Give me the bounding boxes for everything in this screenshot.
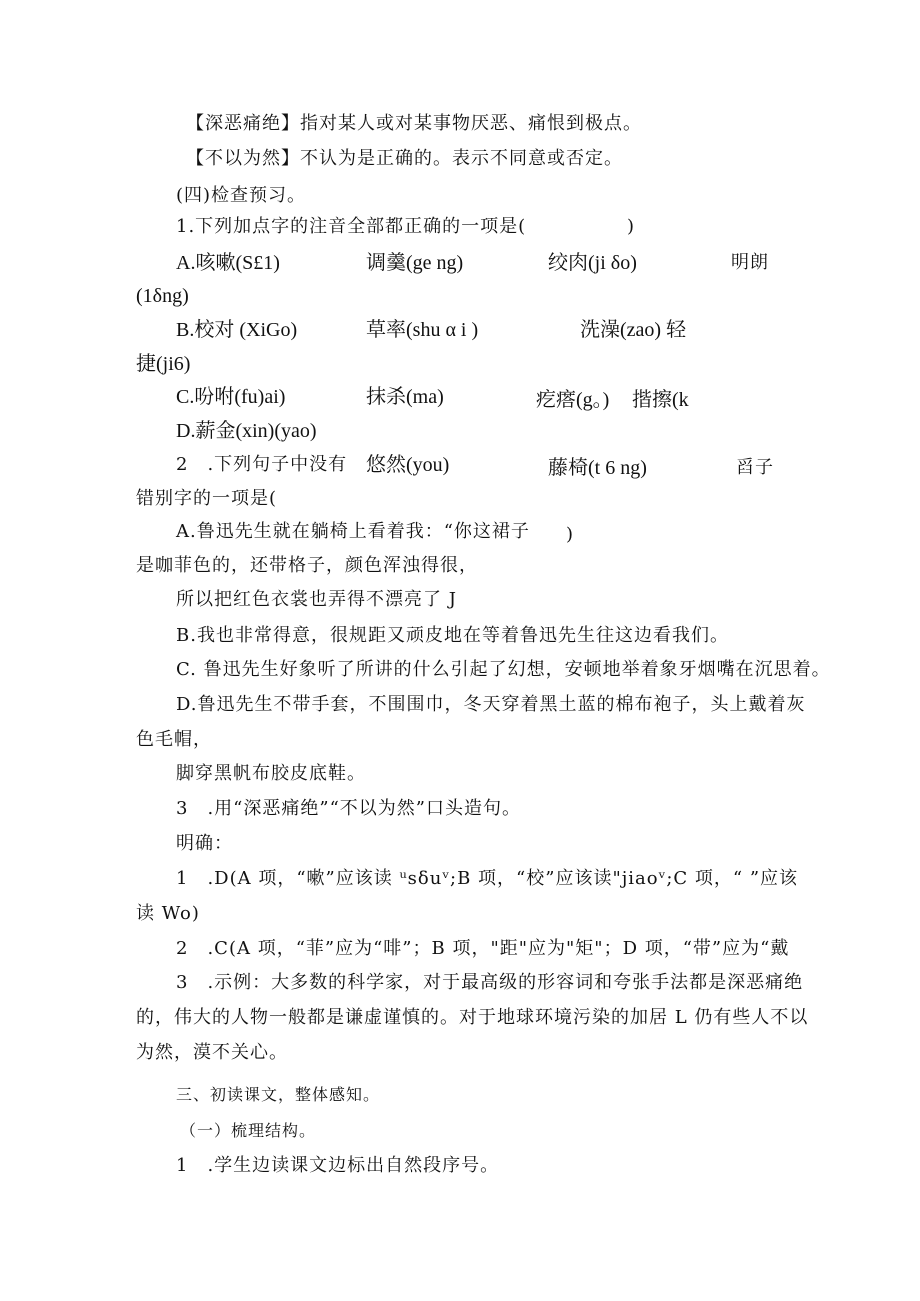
q2-extra-2: 藤椅(t 6 ng)	[548, 457, 647, 479]
q1-option-c-2: 抹杀(ma)	[366, 386, 444, 408]
q2-option-d-3: 脚穿黑帆布胶皮底鞋。	[176, 763, 366, 784]
q1-option-c-4: 揩擦(k	[632, 389, 689, 411]
q2-lead: 2 .下列句子中没有	[176, 454, 348, 475]
q2-option-a-2: 是咖菲色的，还带格子，颜色浑浊得很，	[136, 555, 478, 576]
q2-option-a-3: 所以把红色衣裳也弄得不漂亮了 J	[176, 589, 457, 610]
answer-1-line-1: 1 .D(A 项，“嗽”应该读 ᵘsδuᵛ;B 项，“校”应该读"jiaoᵛ;C 项，“ ”应该	[176, 868, 799, 889]
q1-option-b-1: B.校对 (XiGo)	[176, 319, 298, 341]
q1-option-a-3: 绞肉(ji δo)	[548, 252, 637, 274]
answer-3-line-3: 为然，漠不关心。	[136, 1042, 288, 1063]
q2-stem-cont: 错别字的一项是(	[136, 488, 278, 509]
q2-close-paren: )	[566, 524, 575, 545]
q1-option-b-3: 洗澡(zao) 轻	[580, 319, 687, 341]
q2-option-b: B.我也非常得意，很规距又顽皮地在等着鲁迅先生往这边看我们。	[176, 625, 729, 646]
q2-option-a-1: A.鲁迅先生就在躺椅上看着我：“你这裙子	[176, 521, 530, 542]
part3-item-1: 1 .学生边读课文边标出自然段序号。	[176, 1155, 500, 1176]
q1-option-a-4: 明朗	[731, 252, 769, 273]
q1-option-a-2: 调羹(ge ng)	[366, 252, 464, 274]
q1-option-a-1: A.咳嗽(S£1)	[176, 252, 280, 274]
q1-option-b-4: 捷(ji6)	[136, 353, 191, 375]
definition-buyiweiran: 【不以为然】不认为是正确的。表示不同意或否定。	[186, 148, 623, 169]
q1-option-a-5: (1δng)	[136, 285, 189, 307]
q1-option-c-3: 疙瘩(g。)	[536, 389, 610, 411]
part3-heading: 三、初读课文，整体感知。	[176, 1085, 381, 1104]
q1-close-paren: )	[627, 216, 636, 237]
q2-option-d-1: D.鲁迅先生不带手套，不围围巾，冬天穿着黑土蓝的棉布袍子，头上戴着灰	[176, 694, 806, 715]
answer-1-line-2: 读 Wo)	[136, 903, 200, 924]
answer-3-line-2: 的，伟大的人物一般都是谦虚谨慎的。对于地球环境污染的加居 L 仍有些人不以	[136, 1007, 809, 1028]
section-check-preview: (四)检查预习。	[176, 185, 307, 206]
part3-subheading: （一）梳理结构。	[180, 1121, 317, 1140]
answer-2: 2 .C(A 项，“菲”应为“啡”；B 项，"距"应为"矩"；D 项，“带”应为“戴	[176, 938, 790, 959]
q2-extra-1: 悠然(you)	[366, 454, 450, 476]
answer-label: 明确：	[176, 833, 233, 854]
q1-stem: 1.下列加点字的注音全部都正确的一项是(	[176, 216, 527, 237]
q1-option-b-2: 草率(shu α i )	[366, 319, 479, 341]
q1-option-c-1: C.吩咐(fu)ai)	[176, 386, 286, 408]
q2-extra-3: 舀子	[736, 457, 774, 478]
q3-stem: 3 .用“深恶痛绝”“不以为然”口头造句。	[176, 798, 521, 819]
definition-shenwu: 【深恶痛绝】指对某人或对某事物厌恶、痛恨到极点。	[186, 113, 642, 134]
q1-option-d: D.薪金(xin)(yao)	[176, 420, 317, 442]
answer-3-line-1: 3 .示例：大多数的科学家，对于最高级的形容词和夸张手法都是深恶痛绝	[176, 972, 804, 993]
q2-option-d-2: 色毛帽，	[136, 729, 212, 750]
q2-option-c: C. 鲁迅先生好象听了所讲的什么引起了幻想，安顿地举着象牙烟嘴在沉思着。	[176, 659, 831, 680]
